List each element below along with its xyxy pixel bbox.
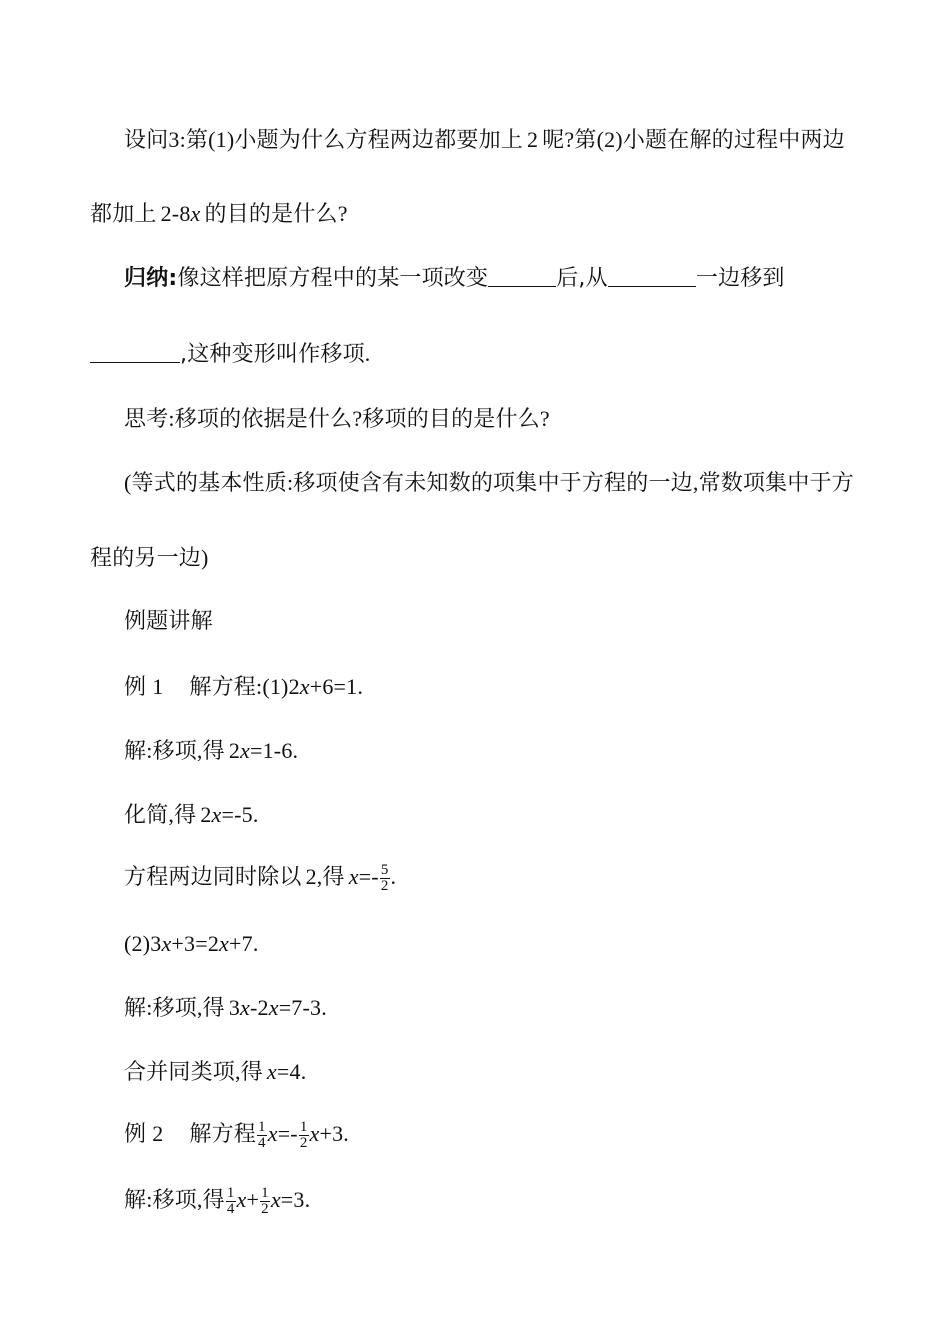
fraction-one-half — [299, 1120, 309, 1151]
text: =- — [277, 1121, 298, 1146]
text: 2 — [200, 802, 212, 827]
text: 移项使含有未知数的项集中于方程的一边 — [293, 471, 693, 496]
fill-blank — [90, 340, 180, 363]
variable: x — [267, 1121, 278, 1146]
text: ? — [352, 406, 363, 431]
fraction-one-half — [260, 1186, 270, 1217]
fraction-one-quarter — [226, 1186, 236, 1217]
text: 2-8 — [160, 201, 191, 226]
example-2-heading — [124, 1119, 349, 1151]
text: 移项的目的是什么 — [362, 407, 540, 432]
text: ,这种变形叫作移项 — [180, 342, 365, 367]
text: +7. — [229, 931, 259, 956]
text: 例 — [124, 1122, 147, 1147]
variable: x — [268, 995, 279, 1020]
text: 都加上 — [90, 202, 157, 227]
variable: x — [236, 1187, 247, 1212]
text: 例 — [124, 675, 147, 700]
variable: x — [219, 931, 230, 956]
variable: x — [211, 802, 222, 827]
text: =7-3. — [278, 995, 327, 1020]
text: (1) — [208, 127, 235, 152]
text: +3=2 — [171, 931, 220, 956]
variable: x — [240, 738, 250, 763]
text: , — [196, 1187, 203, 1212]
numerator: 1 — [226, 1184, 235, 1201]
text: 得 — [202, 996, 225, 1021]
text: ? — [564, 127, 575, 152]
text: 得 — [240, 1060, 263, 1085]
text: : — [146, 995, 153, 1020]
text: 移项 — [152, 1188, 197, 1213]
text: 方程两边同时除以 — [124, 865, 302, 890]
text: . — [364, 341, 371, 366]
text: =4. — [276, 1059, 307, 1084]
numerator: 1 — [299, 1118, 308, 1135]
example-1-step-1 — [124, 736, 298, 767]
text: ) — [201, 545, 209, 570]
text: ( — [124, 470, 132, 495]
text: 化简 — [124, 803, 169, 828]
variable: x — [348, 864, 359, 889]
text: 解方程 — [189, 1122, 257, 1147]
text: , — [196, 738, 203, 763]
numerator: 1 — [258, 1118, 266, 1135]
text: : — [146, 1187, 153, 1212]
text: -2 — [250, 995, 269, 1020]
fill-blank — [488, 264, 556, 287]
text: 思考 — [124, 407, 169, 432]
think-line — [124, 404, 550, 435]
text: 移项 — [152, 739, 197, 764]
text: (1)2 — [262, 674, 300, 699]
text: , — [692, 470, 699, 495]
text: 常数项集中于方 — [698, 471, 854, 496]
text: ? — [337, 201, 348, 226]
text: 得 — [174, 803, 197, 828]
variable: x — [190, 201, 201, 226]
text: 1 — [152, 674, 164, 699]
variable: x — [270, 1187, 281, 1212]
text: 2 — [152, 1121, 164, 1146]
text: + — [246, 1187, 260, 1212]
text: (2) — [596, 127, 623, 152]
text: , — [168, 802, 175, 827]
text: 2 — [527, 127, 539, 152]
text: 3: — [168, 127, 186, 152]
text: 小题在解的过程中两边 — [622, 128, 845, 153]
answer-line-2 — [90, 543, 209, 574]
text: 一边移到 — [695, 266, 785, 291]
example-1-heading — [124, 672, 363, 703]
text: (2)3 — [124, 931, 162, 956]
numerator: 5 — [380, 861, 389, 878]
text: , — [235, 1059, 241, 1084]
text: 设问 — [124, 128, 169, 153]
text: 2 — [228, 738, 241, 763]
text: . — [390, 864, 397, 889]
text: 解方程 — [189, 675, 257, 700]
example-1-problem-2 — [124, 929, 259, 960]
text: +6=1. — [309, 674, 364, 699]
text: =1-6. — [250, 738, 299, 763]
text: 解 — [124, 996, 147, 1021]
variable: x — [299, 674, 310, 699]
summary-line-1 — [124, 264, 785, 294]
text: 2, — [305, 864, 323, 889]
text: 解 — [124, 739, 147, 764]
example-2-step-1 — [124, 1185, 310, 1217]
denominator: 4 — [226, 1200, 235, 1217]
text: +3. — [319, 1121, 350, 1146]
denominator: 4 — [258, 1134, 266, 1151]
text: 得 — [202, 1188, 225, 1213]
text: : — [286, 470, 294, 495]
text: : — [256, 674, 263, 699]
text: 第 — [574, 128, 597, 153]
text: 后,从 — [556, 266, 608, 291]
text: 得 — [322, 865, 345, 890]
section-title-text: 例题讲解 — [124, 609, 213, 634]
text: 的目的是什么 — [204, 202, 338, 227]
section-title — [124, 607, 213, 637]
numerator: 1 — [261, 1184, 269, 1201]
text: =-5. — [221, 802, 259, 827]
denominator: 2 — [261, 1200, 269, 1217]
variable: x — [266, 1059, 277, 1084]
denominator: 2 — [380, 877, 389, 894]
text: 合并同类项 — [124, 1060, 236, 1085]
example-1-step-5 — [124, 1057, 306, 1088]
variable: x — [240, 995, 250, 1020]
text: 呢 — [542, 128, 565, 153]
summary-label: 归纳: — [124, 266, 178, 291]
text: , — [196, 995, 203, 1020]
text: =- — [358, 864, 379, 889]
text: 第 — [185, 128, 209, 153]
text: 得 — [202, 739, 225, 764]
text: : — [168, 406, 175, 431]
text: 程的另一边 — [90, 546, 202, 571]
variable: x — [309, 1121, 320, 1146]
text: 小题为什么方程两边都要加上 — [234, 128, 523, 153]
example-1-step-3 — [124, 862, 396, 894]
text: 移项的依据是什么 — [174, 407, 353, 432]
example-1-step-4 — [124, 993, 327, 1024]
variable: x — [161, 931, 172, 956]
fraction-five-halves — [380, 863, 390, 894]
text: 移项 — [152, 996, 197, 1021]
fill-blank — [608, 264, 696, 287]
answer-line-1 — [124, 468, 854, 499]
text: 解 — [124, 1188, 147, 1213]
text: : — [146, 738, 153, 763]
example-1-step-2 — [124, 800, 259, 831]
text: =3. — [280, 1187, 311, 1212]
question-3-line-1 — [124, 125, 845, 156]
text: ? — [539, 406, 550, 431]
text: 3 — [228, 995, 241, 1020]
summary-line-2 — [90, 339, 371, 370]
fraction-one-quarter — [257, 1120, 267, 1151]
denominator: 2 — [299, 1134, 308, 1151]
text: 像这样把原方程中的某一项改变 — [177, 266, 489, 291]
question-3-line-2 — [90, 199, 348, 230]
text: 等式的基本性质 — [131, 471, 287, 496]
